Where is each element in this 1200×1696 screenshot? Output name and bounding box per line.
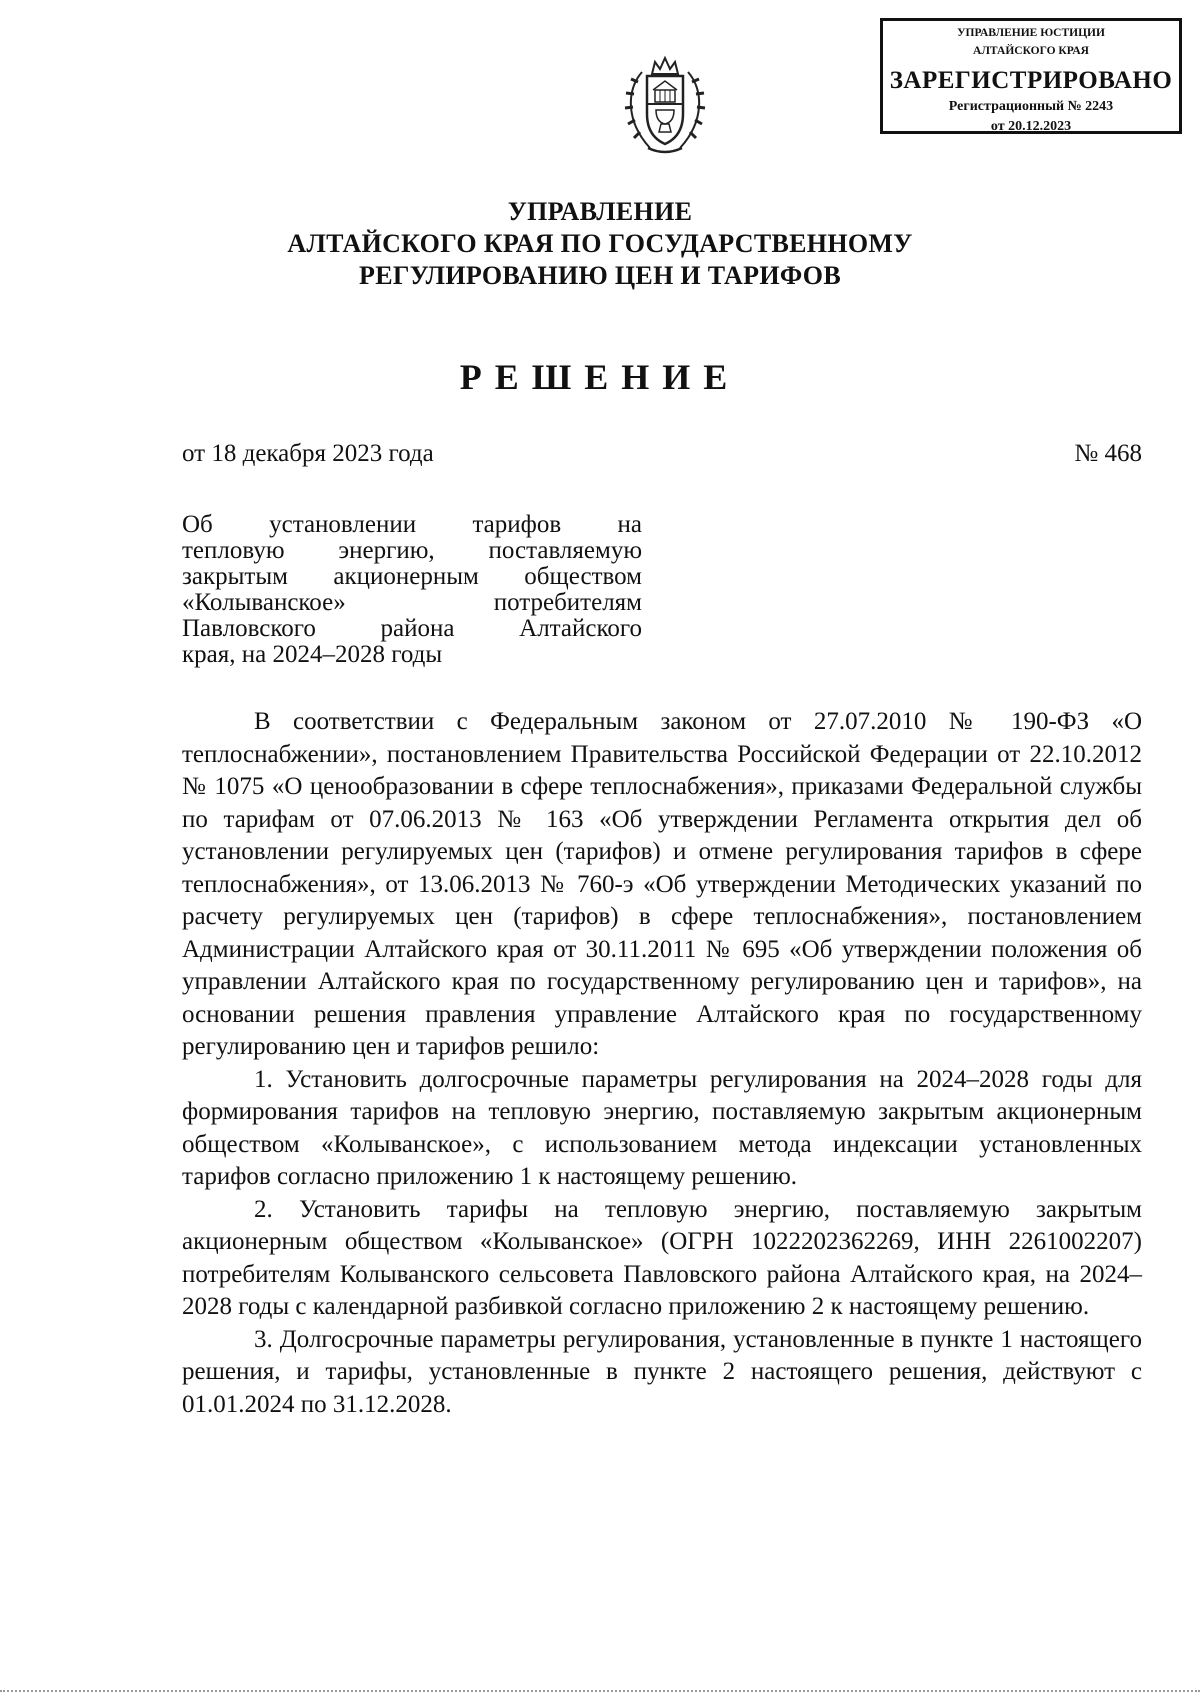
subject-line: закрытым акционерным обществом bbox=[182, 563, 642, 590]
stamp-org-line2: АЛТАЙСКОГО КРАЯ bbox=[973, 45, 1089, 57]
subject-line: Об установлении тарифов на bbox=[182, 511, 642, 538]
stamp-reg-number: Регистрационный № 2243 bbox=[948, 99, 1114, 114]
document-subject bbox=[182, 512, 642, 668]
body-preamble: В соответствии с Федеральным законом от 27.07.2010 № 190-ФЗ «О теплоснабжении», постановлением Правительства Российской Федерации от 22.10.2012 № 1075 «О ценообразовании в сфере теплоснабжения», приказами Федеральной службы по тарифам от 07.06.2013 № 163 «Об утверждении Регламента открытия дел об установлении регулируемых цен (тарифов) и отмене регулирования тарифов в сфере теплоснабжения», от 13.06.2013 № 760-э «Об утверждении Методических указаний по расчету регулируемых цен (тарифов) в сфере теплоснабжения», постановлением Администрации Алтайского края от 30.11.2011 № 695 «Об утверждении положения об управлении Алтайского края по государственному регулированию цен и тарифов», на основании решения правления управление Алтайского края по государственному регулированию цен и тарифов решило: bbox=[182, 708, 1142, 1060]
header-line3: РЕГУЛИРОВАНИЮ ЦЕН И ТАРИФОВ bbox=[359, 261, 841, 290]
document-type-title: РЕШЕНИЕ bbox=[459, 357, 741, 397]
document-date: от 18 декабря 2023 года bbox=[182, 440, 434, 467]
body-item-1: 1. Установить долгосрочные параметры регулирования на 2024–2028 годы для формирования тарифов на тепловую энергию, поставляемую закрытым акционерным обществом «Колыванское», с использованием метода индексации установленных тарифов согласно приложению 1 к настоящему решению. bbox=[182, 1065, 1142, 1190]
document-number: № 468 bbox=[1074, 440, 1142, 467]
subject-line: Павловского района Алтайского bbox=[182, 615, 642, 642]
body-item-2: 2. Установить тарифы на тепловую энергию, поставляемую закрытым акционерным обществом «Колыванское» (ОГРН 1022202362269, ИНН 2261002207) потребителям Колыванского сельсовета Павловского района Алтайского края, на 2024–2028 годы с календарной разбивкой согласно приложению 2 к настоящему решению. bbox=[182, 1195, 1142, 1320]
body-item-3: 3. Долгосрочные параметры регулирования, установленные в пункте 1 настоящего решения, и тарифы, установленные в пункте 2 настоящего решения, действуют с 01.01.2024 по 31.12.2028. bbox=[182, 1325, 1142, 1418]
header-line2: АЛТАЙСКОГО КРАЯ ПО ГОСУДАРСТВЕННОМУ bbox=[287, 229, 913, 258]
subject-line: «Колыванское» потребителям bbox=[182, 589, 642, 616]
stamp-status: ЗАРЕГИСТРИРОВАНО bbox=[889, 67, 1173, 94]
altai-krai-coat-of-arms-icon bbox=[620, 52, 710, 157]
page-bottom-edge bbox=[0, 1690, 1200, 1692]
document-body bbox=[182, 706, 1142, 1421]
subject-line: края, на 2024–2028 годы bbox=[182, 641, 443, 668]
subject-line: тепловую энергию, поставляемую bbox=[182, 537, 642, 564]
registration-stamp bbox=[880, 18, 1182, 134]
stamp-reg-date: от 20.12.2023 bbox=[990, 119, 1072, 134]
authority-header bbox=[0, 196, 1200, 292]
header-line1: УПРАВЛЕНИЕ bbox=[507, 197, 693, 226]
stamp-org-line1: УПРАВЛЕНИЕ ЮСТИЦИИ bbox=[957, 27, 1105, 39]
